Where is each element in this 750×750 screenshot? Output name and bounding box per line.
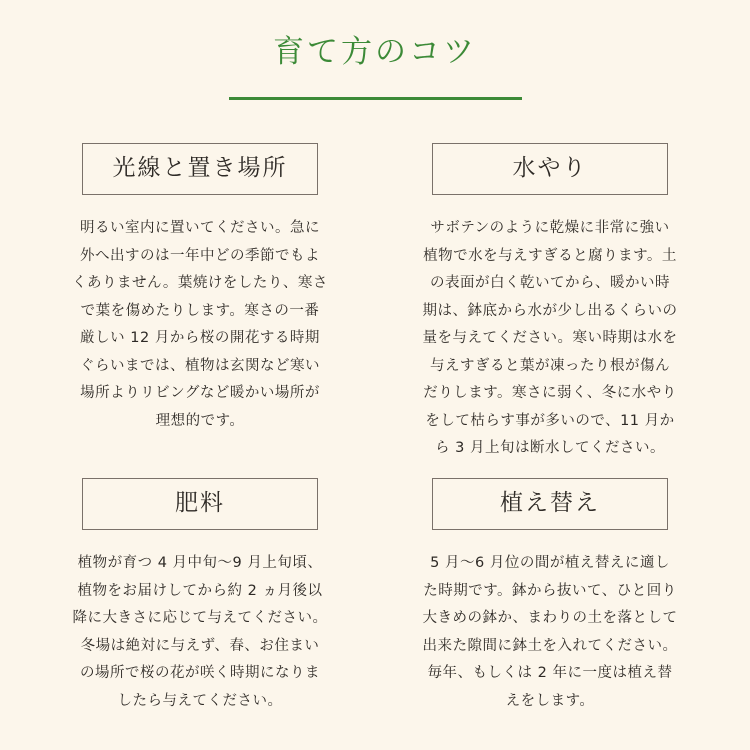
section-watering <box>400 143 700 463</box>
section-heading: 水やり <box>432 143 668 195</box>
body-line: 量を与えてください。寒い時期は水を <box>422 330 678 346</box>
title-underline <box>229 97 522 100</box>
body-line: ら 3 月上旬は断水してください。 <box>435 440 665 456</box>
body-line: くありません。葉焼けをしたり、寒さ <box>72 275 328 291</box>
body-line: 厳しい 12 月から桜の開花する時期 <box>80 330 320 346</box>
body-line: 植物が育つ 4 月中旬～9 月上旬頃、 <box>77 555 323 571</box>
section-body <box>400 215 700 463</box>
body-line: 場所よりリビングなど暖かい場所が <box>80 385 320 401</box>
body-line: 明るい室内に置いてください。急に <box>80 220 320 236</box>
page-title: 育て方のコツ <box>273 34 477 70</box>
body-line: ぐらいまでは、植物は玄関など寒い <box>80 357 320 374</box>
body-line: の表面が白く乾いてから、暖かい時 <box>430 275 670 291</box>
body-line: 大きめの鉢か、まわりの土を落として <box>422 610 678 626</box>
body-line: 冬場は絶対に与えず、春、お住まい <box>80 637 320 654</box>
body-line: したら与えてください。 <box>117 692 283 709</box>
section-heading: 肥料 <box>82 478 318 530</box>
section-body <box>400 550 700 715</box>
body-line: の場所で桜の花が咲く時期になりま <box>80 665 320 681</box>
body-line: サボテンのように乾燥に非常に強い <box>430 220 670 236</box>
section-fertilizer <box>50 478 350 715</box>
body-line: をして枯らす事が多いので、11 月か <box>425 412 675 429</box>
section-heading: 光線と置き場所 <box>82 143 318 195</box>
body-line: 降に大きさに応じて与えてください。 <box>72 610 328 626</box>
body-line: 与えすぎると葉が凍ったり根が傷ん <box>430 357 670 374</box>
section-body <box>50 215 350 435</box>
body-line: えをします。 <box>505 692 595 709</box>
body-line: 植物をお届けしてから約 2 ヵ月後以 <box>77 582 323 599</box>
body-line: た時期です。鉢から抜いて、ひと回り <box>423 582 677 599</box>
body-line: 植物で水を与えすぎると腐ります。土 <box>423 247 677 264</box>
body-line: で葉を傷めたりします。寒さの一番 <box>80 302 320 319</box>
body-line: だりします。寒さに弱く、冬に水やり <box>423 385 677 401</box>
body-line: 5 月～6 月位の間が植え替えに適し <box>430 555 670 571</box>
section-light-and-placement <box>50 143 350 435</box>
body-line: 外へ出すのは一年中どの季節でもよ <box>80 247 320 264</box>
section-heading: 植え替え <box>432 478 668 530</box>
section-body <box>50 550 350 715</box>
body-line: 理想的です。 <box>155 412 245 429</box>
body-line: 毎年、もしくは 2 年に一度は植え替 <box>427 665 673 681</box>
section-repotting <box>400 478 700 715</box>
body-line: 期は、鉢底から水が少し出るくらいの <box>422 302 678 319</box>
body-line: 出来た隙間に鉢土を入れてください。 <box>422 637 678 654</box>
